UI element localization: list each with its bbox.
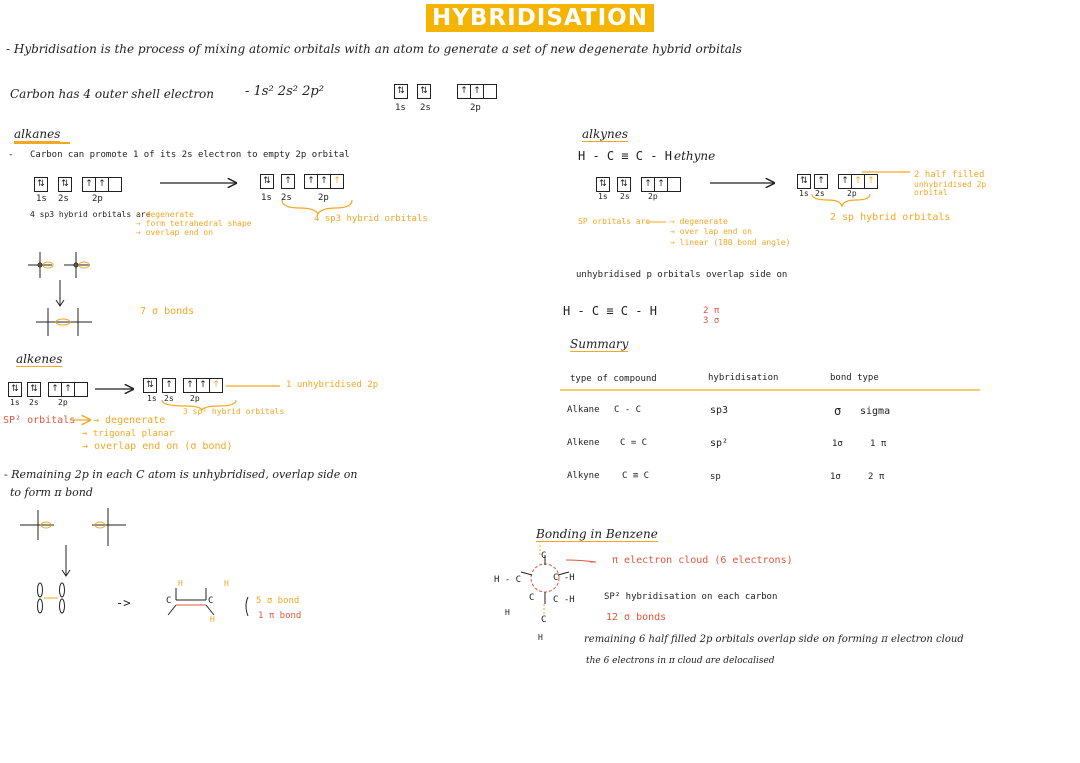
alkanes-dash: - [8, 150, 14, 160]
electron-config: - 1s² 2s² 2p² [245, 84, 324, 99]
sp2-hybrid-label: 3 sp² hybrid orbitals [183, 407, 285, 416]
unhybridised-p-overlap: unhybridised p orbitals overlap side on [576, 270, 788, 280]
two-sp-hybrid-label: 2 sp hybrid orbitals [830, 212, 951, 223]
alkyne-label-2s: 2s [620, 192, 630, 201]
alkene-box-1s: ⇅ [8, 382, 22, 397]
svg-text:C: C [166, 596, 172, 606]
alkane-box-2p-after: ↑ ↑ ↑ [304, 174, 344, 189]
table-row-bond1: 1σ [832, 439, 843, 449]
alkene-box-2s-after: ↑ [162, 378, 176, 393]
label-2s: 2s [420, 103, 431, 113]
remaining-6-text: remaining 6 half filled 2p orbitals overlap side on forming π electron cloud [584, 634, 964, 645]
alkyne-after-2s: 2s [815, 189, 825, 198]
seven-sigma-bonds: 7 σ bonds [140, 306, 195, 317]
table-row-hybrid: sp [710, 472, 721, 482]
unhybridised-2p-alkyne: unhybridised 2p [914, 180, 987, 189]
alkene-box-2p-after: ↑ ↑ ↑ [183, 378, 223, 393]
alkynes-heading: alkynes [582, 127, 629, 141]
orbital-label: orbital [914, 188, 948, 197]
table-row-bond: C ≡ C [622, 471, 650, 481]
svg-text:H: H [178, 579, 183, 588]
alkene-label-2s: 2s [29, 398, 39, 407]
alkyne-box-2s-after: ↑ [814, 174, 828, 189]
table-row-hybrid: sp² [710, 438, 729, 449]
table-row-bond1: σ [834, 404, 842, 418]
alkyne-box-1s: ⇅ [596, 177, 610, 192]
alkyne-box-1s-after: ⇅ [797, 174, 811, 189]
alkane-box-2s-after: ↑ [281, 174, 295, 189]
orbital-box-2p: ↑ ↑ [457, 84, 497, 99]
carbon-electrons-text: Carbon has 4 outer shell electron [10, 87, 215, 101]
label-1s: 1s [395, 103, 406, 113]
benzene-heading: Bonding in Benzene [536, 527, 658, 541]
alkane-box-2s: ⇅ [58, 177, 72, 192]
two-pi-label: 2 π [703, 306, 720, 316]
alkanes-underline [14, 142, 70, 144]
sp2-prop-trigonal: → trigonal planar [82, 429, 175, 439]
remaining-2p-text: - Remaining 2p in each C atom is unhybridised, overlap side on [4, 468, 358, 481]
unhybridised-2p-label: 1 unhybridised 2p [286, 380, 379, 390]
alkene-after-1s: 1s [147, 394, 157, 403]
three-sigma-label: 3 σ [703, 316, 720, 326]
alkyne-box-2p: ↑ ↑ [641, 177, 681, 192]
alkene-after-2s: 2s [164, 394, 174, 403]
ethyne-formula: H - C ≡ C - H [578, 149, 672, 163]
summary-heading: Summary [570, 337, 629, 351]
table-row-compound: Alkyne [567, 471, 600, 481]
summary-header-type: type of compound [570, 374, 657, 384]
sp3-prop-degenerate: → degenerate [136, 210, 194, 219]
svg-text:H: H [538, 633, 543, 642]
sp2-each-carbon: SP² hybridisation on each carbon [604, 592, 778, 602]
sp2-orbitals-label: SP² orbitals [3, 415, 76, 426]
alkane-label-2p: 2p [92, 194, 103, 204]
twelve-sigma-bonds: 12 σ bonds [606, 612, 667, 623]
table-row-bond2: 1 π [870, 439, 887, 449]
svg-text:H: H [224, 579, 229, 588]
label-2p: 2p [470, 103, 481, 113]
page-title: HYBRIDISATION [426, 4, 654, 32]
sp3-prop-tetrahedral: → form tetrahedral shape [136, 219, 252, 228]
table-row-bond2: 2 π [868, 472, 885, 482]
sp3-hybrid-label: 4 sp3 hybrid orbitals [314, 214, 428, 224]
ethene-arrow: -> [116, 596, 131, 610]
sp2-prop-overlap: → overlap end on (σ bond) [82, 441, 233, 452]
alkanes-heading: alkanes [14, 127, 61, 141]
alkene-box-2s: ⇅ [27, 382, 41, 397]
alkene-box-1s-after: ⇅ [143, 378, 157, 393]
alkyne-after-1s: 1s [799, 189, 809, 198]
orbital-box-2s: ⇅ [417, 84, 431, 99]
alkene-box-2p: ↑ ↑ [48, 382, 88, 397]
table-row-bond: C = C [620, 438, 648, 448]
alkyne-label-1s: 1s [598, 192, 608, 201]
table-row-compound: Alkane [567, 405, 600, 415]
alkene-label-2p: 2p [58, 398, 68, 407]
alkyne-box-2s: ⇅ [617, 177, 631, 192]
delocalised-text: the 6 electrons in π cloud are delocalised [586, 656, 775, 666]
svg-text:C -H: C -H [553, 573, 575, 583]
svg-text:H: H [505, 608, 510, 617]
pi-electron-cloud-label: π electron cloud (6 electrons) [612, 555, 793, 566]
svg-text:C: C [529, 593, 535, 603]
table-row-bond2: sigma [860, 406, 891, 417]
svg-text:C: C [541, 551, 547, 561]
form-pi-bond-text: to form π bond [10, 486, 93, 499]
svg-text:H - C: H - C [494, 575, 522, 585]
sp2-prop-degenerate: → degenerate [93, 415, 166, 426]
sp-prop-overlap: → over lap end on [670, 227, 752, 236]
alkyne-after-2p: 2p [847, 189, 857, 198]
ethyne-name: ethyne [674, 149, 716, 163]
table-row-bond: C - C [614, 405, 642, 415]
svg-text:C: C [541, 615, 547, 625]
alkane-after-2s: 2s [281, 193, 292, 203]
alkyne-box-2p-after: ↑ ↑ ↑ [838, 174, 878, 189]
orbital-box-1s: ⇅ [394, 84, 408, 99]
alkane-after-1s: 1s [261, 193, 272, 203]
sp-orbitals-are: SP orbitals are [578, 217, 651, 226]
summary-header-bond-type: bond type [830, 373, 879, 383]
alkane-label-1s: 1s [36, 194, 47, 204]
definition-text: - Hybridisation is the process of mixing atomic orbitals with an atom to generate a set of new degenerate hybrid orbitals [6, 42, 742, 56]
sp-prop-linear: → linear (180 bond angle) [670, 238, 791, 247]
alkane-after-2p: 2p [318, 193, 329, 203]
table-row-bond1: 1σ [830, 472, 841, 482]
summary-header-hybridisation: hybridisation [708, 373, 779, 383]
alkyne-label-2p: 2p [648, 192, 658, 201]
half-filled-label: 2 half filled [914, 170, 985, 180]
table-row-hybrid: sp3 [710, 405, 729, 416]
svg-text:C -H: C -H [553, 595, 575, 605]
alkene-label-1s: 1s [10, 398, 20, 407]
sp3-prop-overlap: → overlap end on [136, 228, 214, 237]
alkanes-promote-text: Carbon can promote 1 of its 2s electron to empty 2p orbital [30, 150, 350, 160]
alkane-box-1s-after: ⇅ [260, 174, 274, 189]
table-row-compound: Alkene [567, 438, 600, 448]
hcch-formula: H - C ≡ C - H [563, 304, 657, 318]
sp-prop-degenerate: → degenerate [670, 217, 728, 226]
alkane-box-2p: ↑ ↑ [82, 177, 122, 192]
svg-text:C: C [208, 596, 214, 606]
alkane-label-2s: 2s [58, 194, 69, 204]
one-pi-bond: 1 π bond [258, 611, 302, 621]
alkenes-heading: alkenes [16, 352, 63, 366]
sp3-props-title: 4 sp3 hybrid orbitals are [30, 210, 151, 219]
alkane-box-1s: ⇅ [34, 177, 48, 192]
five-sigma-bond: 5 σ bond [256, 596, 300, 606]
alkene-after-2p: 2p [190, 394, 200, 403]
svg-text:H: H [210, 615, 215, 624]
